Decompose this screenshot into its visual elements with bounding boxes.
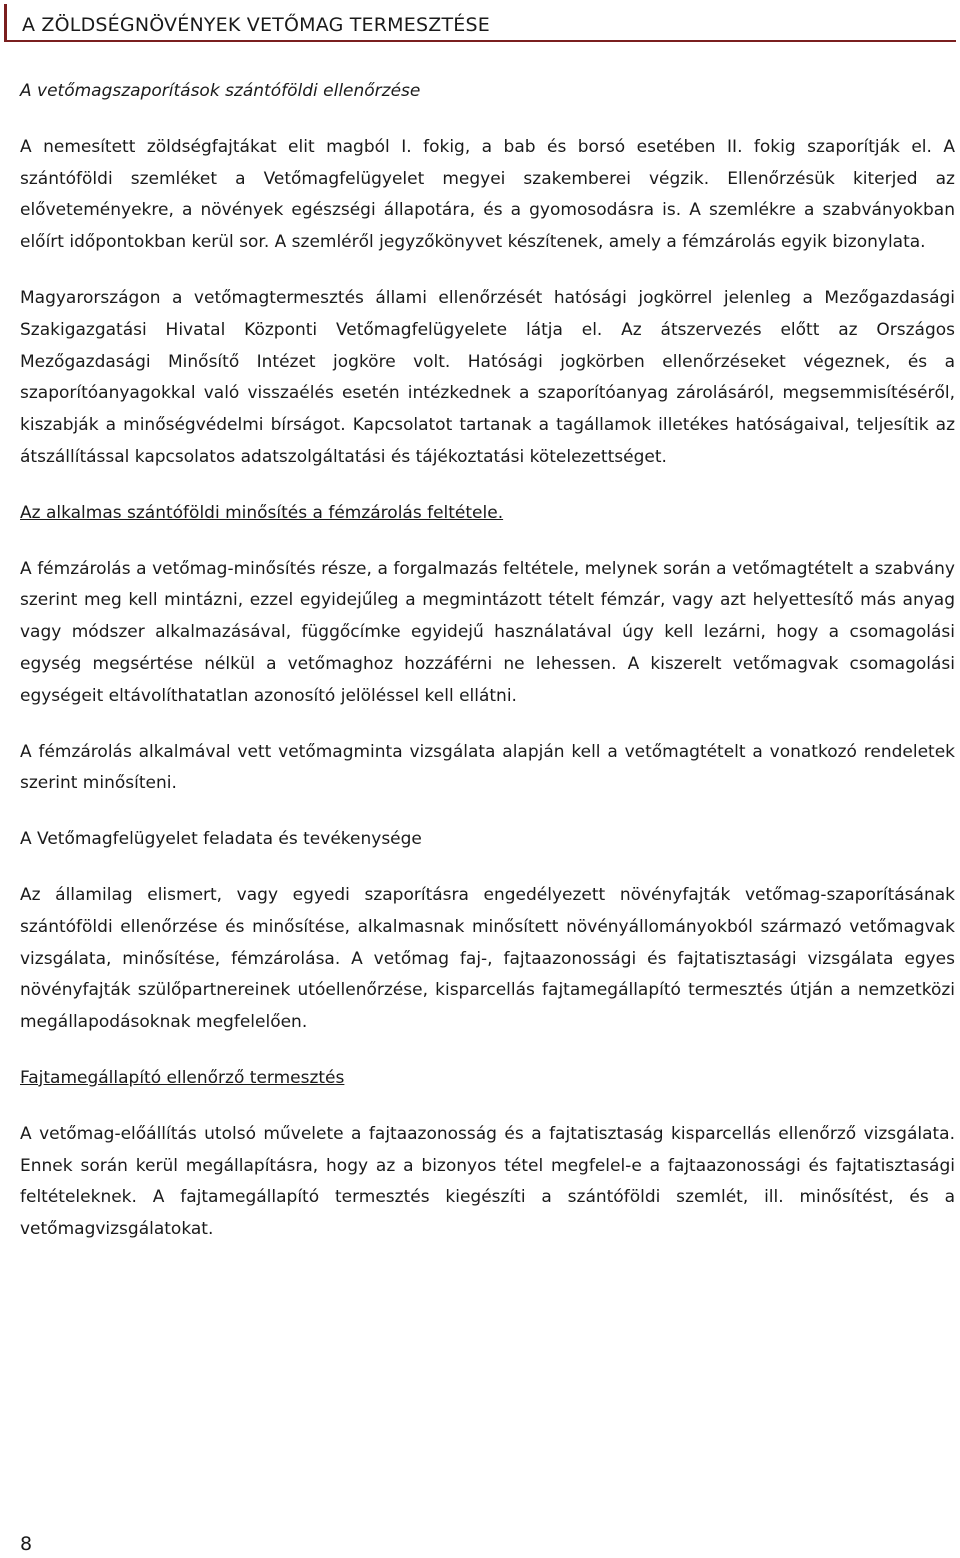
- paragraph-5: Az államilag elismert, vagy egyedi szaporításra engedélyezett növényfajták vetőmag-szaporításának szántóföldi ellenőrzése és minősítése, alkalmasnak minősített növényállományokból származó vetőmagvak vizsgálata, minősítése, fémzárolása. A vetőmag faj-, fajtaazonossági és fajtatisztasági vizsgálata egyes növényfajták szülőpartnereinek utóellenőrzése, kisparcellás fajtamegállapító termesztés útján a nemzetközi megállapodásoknak megfelelően.: [20, 884, 955, 1033]
- paragraph-3: A fémzárolás a vetőmag-minősítés része, a forgalmazás feltétele, melynek során a vetőmagtételt a szabvány szerint meg kell mintázni, ezzel egyidejűleg a megmintázott tételt fémzár, vagy azt helyettesítő más anyag vagy módszer alkalmazásával, függőcímke egyidejű használatával úgy kell lezárni, hogy a csomagolási egység megsértése nélkül a vetőmaghoz hozzáférni ne lehessen. A kiszerelt vetőmagvak csomagolási egységeit eltávolíthatatlan azonosító jelöléssel kell ellátni.: [20, 558, 955, 706]
- paragraph-1: A nemesített zöldségfajtákat elit magból I. fokig, a bab és borsó esetében II. fokig szaporítják el. A szántóföldi szemléket a Vetőmagfelügyelet megyei szakemberei végzik. Ellenőrzésük kiterjed az előveteményekre, a növények egészségi állapotára, és a gyomosodásra is. A szemlékre a szabványokban előírt időpontokban kerül sor. A szemléről jegyzőkönyvet készítenek, amely a fémzárolás egyik bizonylata.: [20, 136, 955, 253]
- section-title: A vetőmagszaporítások szántóföldi ellenőrzése: [20, 81, 421, 101]
- page-number: 8: [20, 1533, 33, 1555]
- paragraph-4: A fémzárolás alkalmával vett vetőmagminta vizsgálata alapján kell a vetőmagtételt a vonatkozó rendeletek szerint minősíteni.: [20, 741, 955, 794]
- page-header: [4, 4, 956, 42]
- paragraph-2: Magyarországon a vetőmagtermesztés állami ellenőrzését hatósági jogkörrel jelenleg a Mezőgazdasági Szakigazgatási Hivatal Központi Vetőmagfelügyelete látja el. Az átszervezés előtt az Országos Mezőgazdasági Minősítő Intézet jogköre volt. Hatósági jogkörben ellenőrzéseket végeznek, és a szaporítóanyagokkal való visszaélés esetén intézkednek a szaporítóanyag zárolásáról, megsemmisítéséről, kiszabják a minőségvédelmi bírságot. Kapcsolatot tartanak a tagállamok illetékes hatóságaival, teljesítik az átszállítással kapcsolatos adatszolgáltatási és tájékoztatási kötelezettséget.: [20, 287, 955, 467]
- paragraph-6: A vetőmag-előállítás utolsó művelete a fajtaazonosság és a fajtatisztaság kisparcellás ellenőrző vizsgálata. Ennek során kerül megállapításra, hogy az a bizonyos tétel megfelel-e a fajtaazonossági és fajtatisztasági feltételeknek. A fajtamegállapító termesztés kiegészíti a szántóföldi szemlét, ill. minősítést, és a vetőmagvizsgálatokat.: [20, 1123, 955, 1240]
- heading-fitness-condition: Az alkalmas szántóföldi minősítés a fémzárolás feltétele.: [20, 502, 504, 523]
- heading-seed-supervision: A Vetőmagfelügyelet feladata és tevékenysége: [20, 829, 422, 850]
- header-title: A ZÖLDSÉGNÖVÉNYEK VETŐMAG TERMESZTÉSE: [22, 14, 490, 36]
- document-body: [20, 76, 955, 1270]
- heading-variety-control: Fajtamegállapító ellenőrző termesztés: [20, 1067, 345, 1088]
